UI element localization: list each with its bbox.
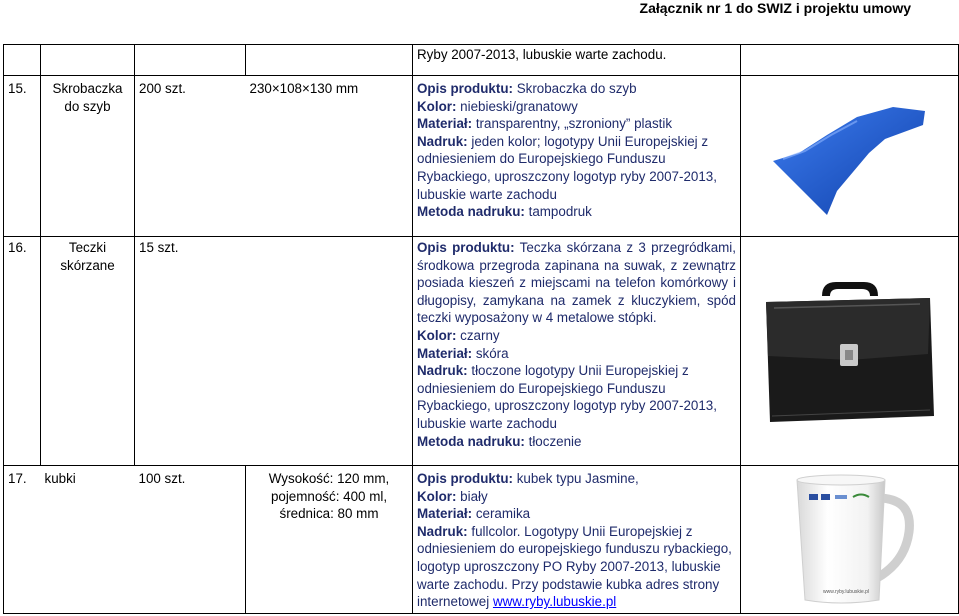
briefcase-icon	[760, 276, 940, 426]
row-number: 15.	[4, 76, 41, 237]
product-image-briefcase	[741, 237, 959, 466]
product-name: Skrobaczka do szyb	[41, 76, 135, 237]
product-description: Opis produktu: kubek typu Jasmine, Kolor: biały Materiał: ceramika Nadruk: fullcolor. Logotypy Unii Europejskiej z odniesieniem do europejskiego funduszu rybackiego, logotyp uproszczony PO Ryby 2007-2013, lubuskie warte zachodu. Przy podstawie kubka adres strony internetowej www.ryby.lubuskie.pl	[413, 466, 741, 614]
product-name: kubki	[41, 466, 135, 614]
mug-icon	[785, 470, 915, 610]
row-number: 17.	[4, 466, 41, 614]
product-description: Opis produktu: Teczka skórzana z 3 przegródkami, środkowa przegroda zapinana na suwak, z zewnątrz posiada kieszeń z miejscami na telefon komórkowy i długopisy, zamykana na zamek z kluczykiem, spód teczki wyposażony w 4 metalowe stópki. Kolor: czarny Materiał: skóra Nadruk: tłoczone logotypy Unii Europejskiej z odniesieniem do Europejskiego Funduszu Rybackiego, uproszczony logotyp ryby 2007-2013, lubuskie warte zachodu Metoda nadruku: tłoczenie	[413, 237, 741, 466]
dimensions: 230×108×130 mm	[246, 76, 413, 237]
website-link[interactable]: www.ryby.lubuskie.pl	[492, 594, 617, 610]
table-row	[4, 76, 959, 237]
product-table	[3, 44, 959, 614]
quantity: 200 szt.	[135, 76, 246, 237]
table-row	[4, 466, 959, 614]
table-row	[4, 237, 959, 466]
table-row-continuation	[4, 45, 959, 76]
quantity: 100 szt.	[135, 466, 246, 614]
dimensions: Wysokość: 120 mm, pojemność: 400 ml, średnica: 80 mm	[246, 466, 413, 614]
mug-print-text: www.ryby.lubuskie.pl	[822, 588, 869, 595]
continuation-text: Ryby 2007-2013, lubuskie warte zachodu.	[413, 45, 741, 76]
product-image-scraper	[741, 76, 959, 237]
ice-scraper-icon	[765, 91, 935, 221]
product-name: Teczki skórzane	[41, 237, 135, 466]
product-image-mug	[741, 466, 959, 614]
quantity: 15 szt.	[135, 237, 246, 466]
dimensions	[246, 237, 413, 466]
product-description: Opis produktu: Skrobaczka do szyb Kolor: niebieski/granatowy Materiał: transparentny, „szroniony” plastik Nadruk: jeden kolor; logotypy Unii Europejskiej z odniesieniem do Europejskiego Funduszu Rybackiego, uproszczony logotyp ryby 2007-2013, lubuskie warte zachodu Metoda nadruku: tampodruk	[413, 76, 741, 237]
page-header: Załącznik nr 1 do SWIZ i projektu umowy	[639, 0, 911, 16]
row-number: 16.	[4, 237, 41, 466]
